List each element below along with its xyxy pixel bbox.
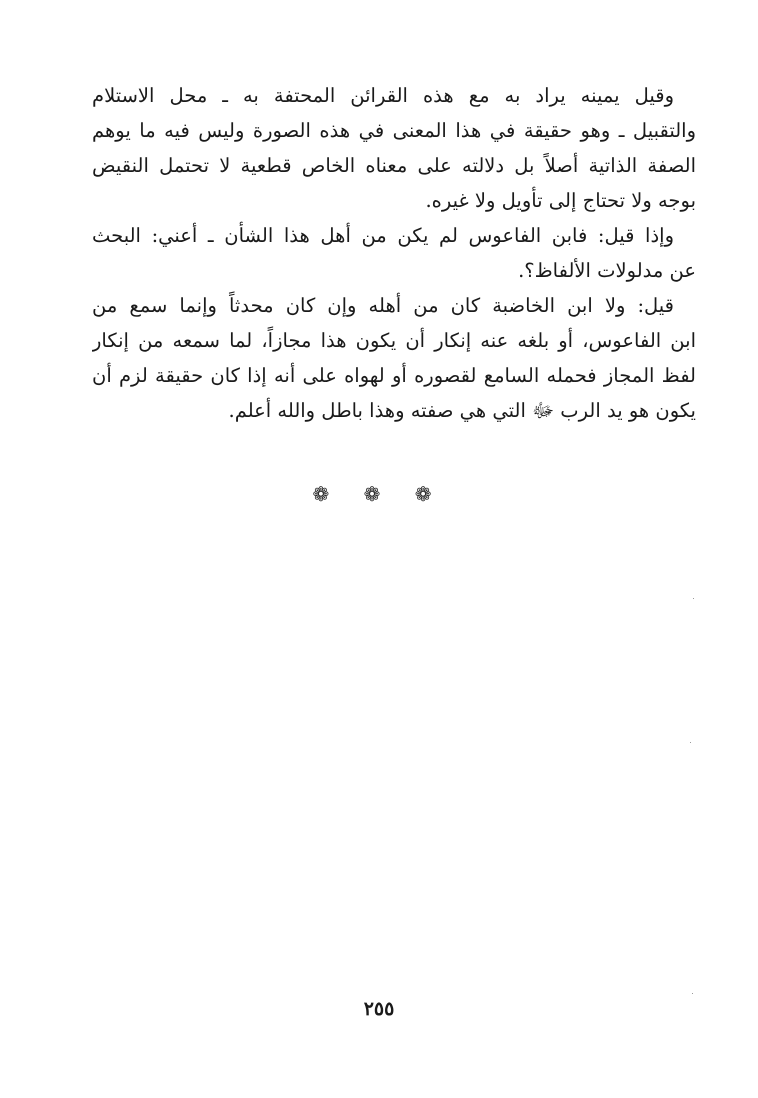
text-line: قيل: ولا ابن الخاضبة كان من أهله وإن كان محدثاً وإنما سمع من — [92, 294, 674, 317]
paragraph-1 — [92, 78, 696, 218]
text-line: ابن الفاعوس، أو بلغه عنه إنكار أن يكون هذا مجازاً، لما سمعه من إنكار — [92, 329, 696, 352]
paragraph-3 — [92, 288, 696, 428]
scan-speck — [692, 993, 693, 994]
text-line: لفظ المجاز فحمله السامع لقصوره أو لهواه على أنه إذا كان حقيقة لزم أن — [92, 364, 696, 387]
text-line: الصفة الذاتية أصلاً بل دلالته على معناه الخاص قطعية لا تحتمل النقيض — [92, 154, 696, 177]
body-text — [92, 78, 696, 428]
scan-speck — [693, 598, 694, 599]
page-number: ٢٥٥ — [363, 998, 395, 1020]
text-line: يكون هو يد الرب ﷻ التي هي صفته وهذا باطل والله أعلم. — [228, 399, 696, 422]
paragraph-2 — [92, 218, 696, 288]
text-line: بوجه ولا تحتاج إلى تأويل ولا غيره. — [425, 189, 696, 212]
text-line: وإذا قيل: فابن الفاعوس لم يكن من أهل هذا الشأن ـ أعني: البحث — [92, 224, 674, 247]
section-separator-ornament: ❁ ❁ ❁ — [312, 482, 446, 506]
text-line: والتقبيل ـ وهو حقيقة في هذا المعنى في هذه الصورة وليس فيه ما يوهم — [92, 119, 696, 142]
scan-speck — [690, 742, 691, 743]
text-line: وقيل يمينه يراد به مع هذه القرائن المحتفة به ـ محل الاستلام — [92, 84, 674, 107]
text-line: عن مدلولات الألفاظ؟. — [518, 259, 696, 282]
